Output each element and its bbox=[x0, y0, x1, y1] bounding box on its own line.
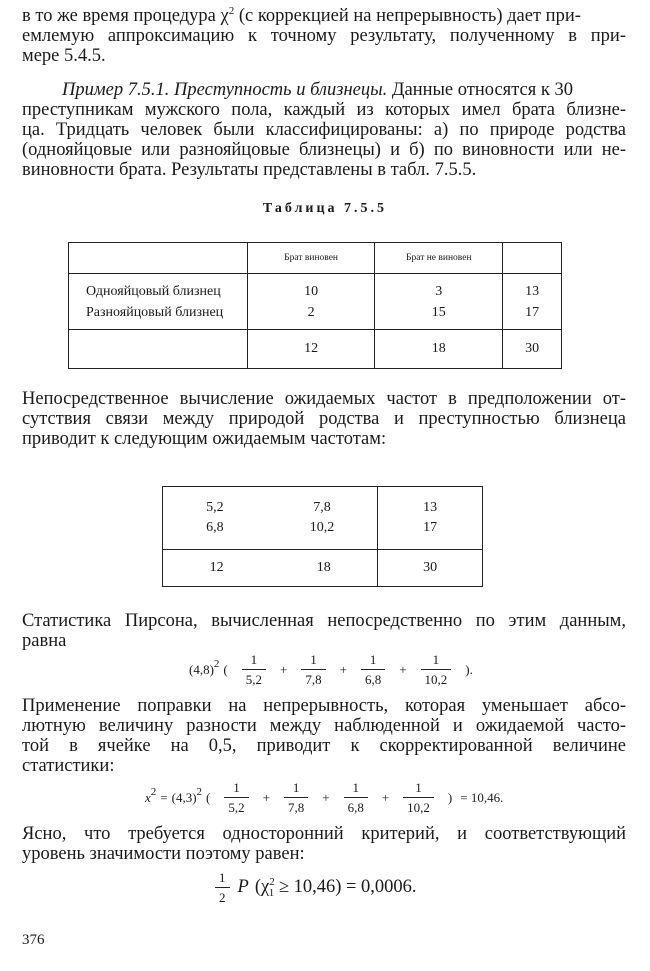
table-header-row bbox=[69, 243, 562, 274]
fraction: $\frac{1}{5,2}$ bbox=[242, 652, 266, 687]
grand-total: 30 bbox=[503, 330, 562, 369]
para3-line-1: Статистика Пирсона, вычисленная непосредственно по этим данным, bbox=[22, 611, 626, 631]
expected-frequencies-table bbox=[162, 486, 483, 587]
intro-line-2: емлемую аппроксимацию к точному результату, полученному в при- bbox=[22, 26, 626, 46]
header-empty-cell bbox=[69, 243, 248, 274]
example-paragraph bbox=[22, 80, 626, 180]
para4-line-2: лютную величину разности между наблюденной и ожидаемой часто- bbox=[22, 716, 626, 736]
para5-line-2: уровень значимости поэтому равен: bbox=[22, 844, 305, 864]
pearson-formula: $(4,8)^2$ ( $\frac{1}{5,2}$ + $\frac{1}{7,8}$ + $\frac{1}{6,8}$ + $\frac{1}{10,2}$ ). bbox=[189, 652, 473, 687]
cell-value: 3 bbox=[435, 283, 443, 299]
cell-value: 2 bbox=[307, 304, 315, 320]
expected-column-total: 18 bbox=[316, 560, 331, 575]
probability-symbol: P bbox=[237, 877, 249, 897]
expected-row-total: 13 bbox=[423, 500, 438, 515]
fraction: $\frac{1}{10,2}$ bbox=[421, 652, 452, 687]
expected-grand-total: 30 bbox=[423, 560, 438, 575]
para4-line-4: статистики: bbox=[22, 756, 115, 776]
conclusion-paragraph bbox=[22, 824, 626, 864]
intro-line-3: мере 5.4.5. bbox=[22, 46, 106, 66]
para2-line-3: приводит к следующим ожидаемым частотам: bbox=[22, 429, 387, 449]
fraction: $\frac{1}{7,8}$ bbox=[301, 652, 325, 687]
example-line-3: ца. Тридцать человек были классифицированы: а) по природе родства bbox=[22, 120, 626, 140]
contingency-table bbox=[68, 242, 562, 369]
expected-cell: 6,8 bbox=[206, 520, 224, 535]
expected-row-total: 17 bbox=[423, 520, 438, 535]
example-line-4: (однояйцовые или разнояйцовые близнецы) и б) по виновности или не- bbox=[22, 140, 626, 160]
para3-line-2: равна bbox=[22, 631, 67, 651]
header-brother-not-guilty: Брат не виновен bbox=[375, 243, 503, 274]
formula2-prefix: $(4,3)^2$ bbox=[171, 785, 203, 805]
correction-paragraph bbox=[22, 696, 626, 776]
formula2-result: = 10,46. bbox=[460, 789, 504, 805]
significance-formula bbox=[215, 870, 417, 905]
row-total: 17 bbox=[525, 304, 540, 320]
example-line-1: Пример 7.5.1. Преступность и близнецы. Данные относятся к 30 bbox=[62, 80, 573, 100]
page-number: 376 bbox=[22, 932, 45, 948]
header-brother-guilty: Брат виновен bbox=[247, 243, 375, 274]
expected-cell: 10,2 bbox=[309, 520, 335, 535]
example-line-2: преступникам мужского пола, каждый из которых имел брата близне- bbox=[22, 100, 626, 120]
row-total: 13 bbox=[525, 283, 540, 299]
table-body-row bbox=[69, 274, 562, 330]
para2-line-2: сутствия связи между природой родства и преступностью близнеца bbox=[22, 409, 626, 429]
para5-line-1: Ясно, что требуется односторонний критерий, и соответствующий bbox=[22, 824, 626, 844]
fraction: $\frac{1}{6,8}$ bbox=[344, 780, 368, 815]
formula2-lhs: $x^2$ bbox=[145, 785, 157, 805]
cell-value: 10 bbox=[304, 283, 319, 299]
intro-line-1: в то же время процедура $\chi^2$ (с коррекцией на непрерывность) дает при- bbox=[22, 5, 581, 26]
formula1-prefix: $(4,8)^2$ bbox=[189, 657, 220, 677]
expected-body-row bbox=[163, 487, 483, 550]
column-total: 12 bbox=[247, 330, 375, 369]
fraction: $\frac{1}{10,2}$ bbox=[403, 780, 434, 815]
para2-line-1: Непосредственное вычисление ожидаемых частот в предположении от- bbox=[22, 389, 626, 409]
example-title: Пример 7.5.1. Преступность и близнецы. bbox=[62, 80, 388, 100]
fraction: $\frac{1}{6,8}$ bbox=[361, 652, 385, 687]
formula3-chi: $(\chi^2_1 \ge 10,46) = 0,0006$. bbox=[254, 876, 417, 899]
example-line-5: виновности брата. Результаты представлены в табл. 7.5.5. bbox=[22, 160, 477, 180]
row-label-fraternal: Разнояйцовый близнец bbox=[86, 304, 224, 320]
para4-line-3: той в ячейке на 0,5, приводит к скорректированной величине bbox=[22, 736, 626, 756]
para4-line-1: Применение поправки на непрерывность, которая уменьшает абсо- bbox=[22, 696, 626, 716]
expected-cell: 7,8 bbox=[313, 500, 331, 515]
fraction: $\frac{1}{5,2}$ bbox=[224, 780, 248, 815]
header-total-cell bbox=[503, 243, 562, 274]
expected-totals-row bbox=[163, 550, 483, 587]
intro-paragraph bbox=[22, 6, 626, 66]
corrected-formula: $x^2$ = $(4,3)^2$ ( $\frac{1}{5,2}$ + $\frac{1}{7,8}$ + $\frac{1}{6,8}$ + $\frac{1}{10,2}$ ) = 10,46. bbox=[145, 780, 504, 815]
half-fraction: $\frac{1}{2}$ bbox=[215, 870, 230, 905]
column-total: 18 bbox=[375, 330, 503, 369]
pearson-paragraph bbox=[22, 611, 626, 651]
table-totals-row bbox=[69, 330, 562, 369]
row-label-identical: Однояйцовый близнец bbox=[86, 283, 221, 299]
expected-column-total: 12 bbox=[209, 560, 224, 575]
expected-intro-paragraph bbox=[22, 389, 626, 449]
table-caption: Таблица 7.5.5 bbox=[262, 201, 388, 216]
fraction: $\frac{1}{7,8}$ bbox=[284, 780, 308, 815]
expected-cell: 5,2 bbox=[206, 500, 224, 515]
cell-value: 15 bbox=[431, 304, 446, 320]
